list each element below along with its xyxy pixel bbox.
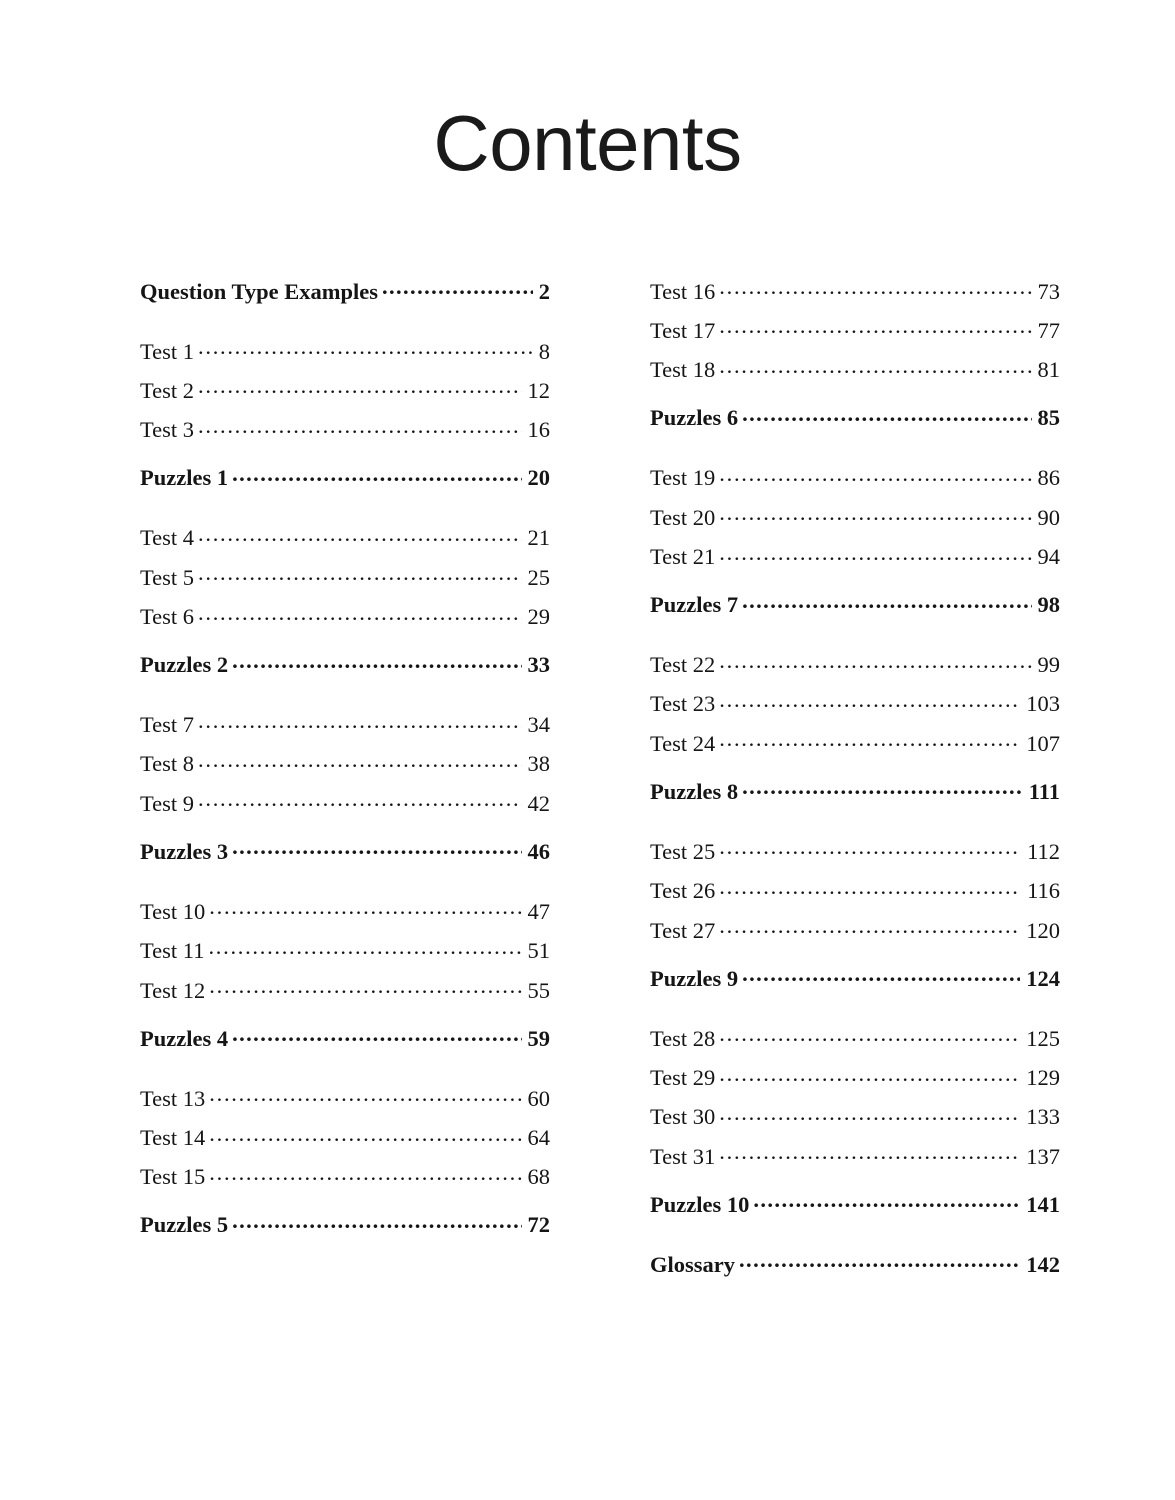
toc-entry-label: Puzzles 7 [650, 592, 739, 618]
toc-entry-page-number: 59 [527, 1025, 550, 1051]
toc-entry-page-number: 51 [527, 938, 550, 964]
toc-entry[interactable] [140, 415, 550, 442]
toc-entry[interactable] [140, 936, 550, 963]
dot-leader [719, 650, 1031, 673]
toc-entry-label: Puzzles 1 [140, 465, 229, 491]
dot-leader [719, 463, 1031, 486]
dot-leader [232, 463, 521, 486]
toc-entry[interactable] [140, 1083, 550, 1110]
toc-column-right [650, 276, 1060, 1309]
toc-section-entry[interactable] [140, 836, 550, 863]
toc-entry[interactable] [650, 1063, 1060, 1090]
toc-entry-page-number: 142 [1026, 1251, 1060, 1277]
toc-entry-page-number: 72 [527, 1212, 550, 1238]
dot-leader [742, 963, 1020, 986]
toc-section-entry[interactable] [650, 1189, 1060, 1216]
toc-entry[interactable] [140, 523, 550, 550]
dot-leader [198, 415, 521, 438]
toc-entry[interactable] [650, 1023, 1060, 1050]
dot-leader [209, 1083, 521, 1106]
dot-leader [719, 1023, 1020, 1046]
dot-leader [719, 915, 1020, 938]
toc-entry-page-number: 111 [1028, 778, 1060, 804]
toc-entry-page-number: 25 [527, 564, 550, 590]
dot-leader [719, 1141, 1020, 1164]
dot-leader [198, 336, 533, 359]
toc-entry-label: Test 30 [650, 1104, 716, 1130]
toc-entry-label: Puzzles 5 [140, 1212, 229, 1238]
toc-entry-label: Glossary [650, 1251, 736, 1277]
toc-entry-page-number: 116 [1027, 878, 1060, 904]
toc-entry-page-number: 112 [1027, 838, 1060, 864]
toc-entry[interactable] [650, 650, 1060, 677]
toc-entry[interactable] [140, 710, 550, 737]
toc-entry-page-number: 55 [527, 977, 550, 1003]
dot-leader [209, 1123, 521, 1146]
toc-section-entry[interactable] [140, 1023, 550, 1050]
toc-section-entry[interactable] [140, 463, 550, 490]
toc-entry-label: Test 23 [650, 691, 716, 717]
dot-leader [719, 728, 1020, 751]
toc-entry-label: Test 7 [140, 712, 195, 738]
toc-entry[interactable] [650, 836, 1060, 863]
dot-leader [719, 276, 1031, 299]
toc-entry[interactable] [650, 876, 1060, 903]
toc-columns [0, 276, 1175, 1286]
toc-entry-label: Puzzles 4 [140, 1025, 229, 1051]
toc-entry-label: Test 27 [650, 917, 716, 943]
dot-leader [209, 896, 521, 919]
toc-entry-label: Test 16 [650, 278, 716, 304]
toc-section-entry[interactable] [140, 276, 550, 303]
toc-entry-label: Test 9 [140, 790, 195, 816]
toc-entry[interactable] [650, 1102, 1060, 1129]
toc-entry[interactable] [650, 542, 1060, 569]
toc-entry-label: Test 12 [140, 977, 206, 1003]
toc-entry[interactable] [650, 915, 1060, 942]
toc-entry-label: Test 3 [140, 417, 195, 443]
dot-leader [719, 502, 1031, 525]
toc-entry-label: Puzzles 9 [650, 965, 739, 991]
toc-entry-page-number: 81 [1037, 357, 1060, 383]
toc-entry-page-number: 125 [1026, 1025, 1060, 1051]
toc-entry-page-number: 20 [527, 465, 550, 491]
toc-section-entry[interactable] [140, 650, 550, 677]
toc-entry-page-number: 16 [527, 417, 550, 443]
dot-leader [198, 523, 521, 546]
dot-leader [232, 650, 521, 673]
dot-leader [742, 776, 1023, 799]
toc-entry-label: Test 4 [140, 525, 195, 551]
toc-entry[interactable] [650, 355, 1060, 382]
dot-leader [719, 836, 1021, 859]
toc-entry-page-number: 99 [1037, 652, 1060, 678]
dot-leader [232, 1023, 521, 1046]
toc-entry-page-number: 8 [538, 338, 550, 364]
toc-entry-label: Test 2 [140, 377, 195, 403]
toc-entry[interactable] [140, 1123, 550, 1150]
toc-entry-label: Test 11 [140, 938, 205, 964]
toc-entry[interactable] [650, 276, 1060, 303]
toc-entry[interactable] [650, 1141, 1060, 1168]
toc-entry[interactable] [140, 336, 550, 363]
toc-section-entry[interactable] [140, 1210, 550, 1237]
toc-entry-page-number: 46 [527, 838, 550, 864]
toc-entry-label: Test 29 [650, 1065, 716, 1091]
toc-section-entry[interactable] [650, 963, 1060, 990]
dot-leader [209, 975, 521, 998]
toc-entry-page-number: 38 [527, 751, 550, 777]
toc-entry-label: Test 19 [650, 465, 716, 491]
toc-entry[interactable] [650, 689, 1060, 716]
toc-entry[interactable] [140, 602, 550, 629]
toc-entry-label: Test 18 [650, 357, 716, 383]
dot-leader [719, 1102, 1020, 1125]
toc-entry-label: Question Type Examples [140, 278, 378, 304]
toc-entry-page-number: 124 [1026, 965, 1060, 991]
toc-entry-page-number: 12 [527, 377, 550, 403]
dot-leader [198, 749, 521, 772]
toc-entry[interactable] [650, 502, 1060, 529]
toc-entry[interactable] [140, 788, 550, 815]
toc-entry-page-number: 98 [1037, 592, 1060, 618]
toc-entry-page-number: 103 [1026, 691, 1060, 717]
dot-leader [198, 788, 521, 811]
dot-leader [719, 315, 1031, 338]
toc-column-left [140, 276, 550, 1270]
toc-entry-label: Test 26 [650, 878, 716, 904]
toc-entry-label: Test 8 [140, 751, 195, 777]
toc-entry-label: Test 21 [650, 544, 716, 570]
toc-entry-page-number: 42 [527, 790, 550, 816]
toc-entry-label: Test 22 [650, 652, 716, 678]
dot-leader [719, 355, 1031, 378]
dot-leader [209, 1162, 521, 1185]
toc-entry-page-number: 129 [1026, 1065, 1060, 1091]
dot-leader [198, 710, 521, 733]
toc-entry-page-number: 47 [527, 898, 550, 924]
toc-entry-label: Test 24 [650, 730, 716, 756]
toc-entry-page-number: 133 [1026, 1104, 1060, 1130]
dot-leader [382, 276, 533, 299]
page-title: Contents [433, 99, 742, 187]
dot-leader [208, 936, 521, 959]
toc-entry[interactable] [650, 315, 1060, 342]
toc-entry-page-number: 2 [538, 278, 550, 304]
toc-entry-page-number: 60 [527, 1085, 550, 1111]
dot-leader [198, 375, 521, 398]
toc-entry[interactable] [650, 728, 1060, 755]
toc-entry-label: Test 28 [650, 1025, 716, 1051]
toc-entry[interactable] [140, 1162, 550, 1189]
toc-entry-page-number: 94 [1037, 544, 1060, 570]
toc-entry-label: Test 13 [140, 1085, 206, 1111]
dot-leader [198, 562, 521, 585]
dot-leader [719, 1063, 1020, 1086]
toc-entry-label: Test 5 [140, 564, 195, 590]
toc-entry-label: Test 25 [650, 838, 716, 864]
toc-section-entry[interactable] [650, 590, 1060, 617]
toc-entry-label: Test 15 [140, 1164, 206, 1190]
toc-entry-page-number: 90 [1037, 504, 1060, 530]
toc-entry-label: Test 10 [140, 898, 206, 924]
dot-leader [742, 590, 1031, 613]
toc-entry-page-number: 21 [527, 525, 550, 551]
toc-entry-label: Puzzles 10 [650, 1191, 750, 1217]
toc-entry-label: Puzzles 6 [650, 405, 739, 431]
dot-leader [719, 542, 1031, 565]
toc-entry-page-number: 64 [527, 1125, 550, 1151]
toc-entry-page-number: 137 [1026, 1143, 1060, 1169]
toc-entry-page-number: 73 [1037, 278, 1060, 304]
toc-entry-label: Test 14 [140, 1125, 206, 1151]
dot-leader [739, 1249, 1020, 1272]
toc-entry[interactable] [140, 975, 550, 1002]
toc-entry-label: Puzzles 3 [140, 838, 229, 864]
toc-entry-page-number: 120 [1026, 917, 1060, 943]
toc-entry-label: Test 17 [650, 317, 716, 343]
toc-section-entry[interactable] [650, 1249, 1060, 1276]
toc-entry[interactable] [140, 562, 550, 589]
toc-entry-page-number: 107 [1026, 730, 1060, 756]
dot-leader [232, 836, 521, 859]
toc-entry-page-number: 86 [1037, 465, 1060, 491]
toc-entry-page-number: 68 [527, 1164, 550, 1190]
toc-entry-label: Test 1 [140, 338, 195, 364]
toc-entry-label: Test 31 [650, 1143, 716, 1169]
toc-section-entry[interactable] [650, 403, 1060, 430]
toc-entry-label: Puzzles 8 [650, 778, 739, 804]
toc-entry-page-number: 29 [527, 604, 550, 630]
toc-entry-page-number: 34 [527, 712, 550, 738]
toc-entry-page-number: 33 [527, 652, 550, 678]
toc-entry-page-number: 77 [1037, 317, 1060, 343]
toc-entry-label: Puzzles 2 [140, 652, 229, 678]
dot-leader [742, 403, 1031, 426]
toc-entry[interactable] [140, 749, 550, 776]
toc-entry-page-number: 141 [1026, 1191, 1060, 1217]
dot-leader [719, 876, 1021, 899]
toc-entry[interactable] [140, 375, 550, 402]
toc-entry-label: Test 6 [140, 604, 195, 630]
toc-section-entry[interactable] [650, 776, 1060, 803]
toc-entry-page-number: 85 [1037, 405, 1060, 431]
dot-leader [198, 602, 521, 625]
dot-leader [719, 689, 1020, 712]
toc-entry[interactable] [650, 463, 1060, 490]
toc-entry-label: Test 20 [650, 504, 716, 530]
toc-entry[interactable] [140, 896, 550, 923]
dot-leader [753, 1189, 1020, 1212]
dot-leader [232, 1210, 521, 1233]
